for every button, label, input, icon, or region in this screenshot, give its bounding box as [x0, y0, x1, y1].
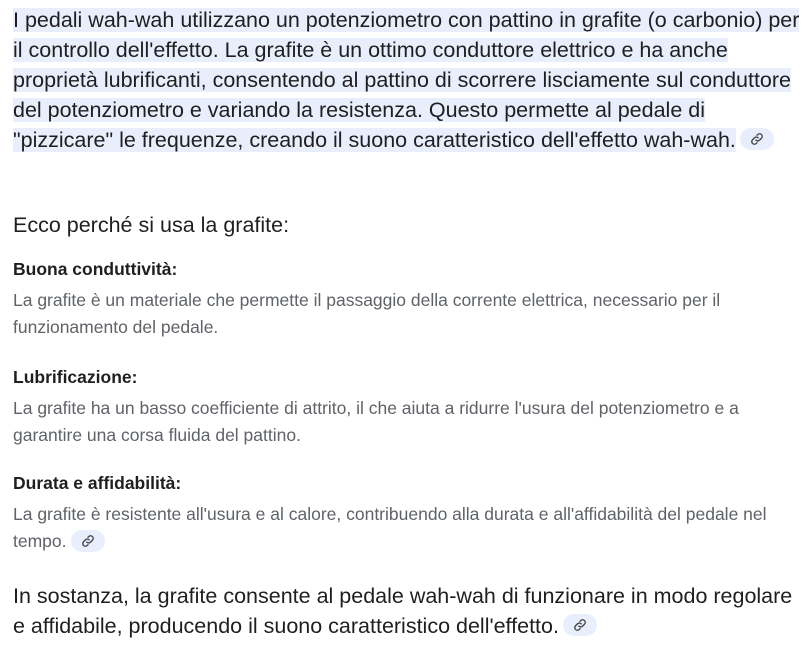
section-title: Durata e affidabilità:: [13, 473, 182, 493]
section-lubrication: [13, 365, 801, 449]
link-icon: [573, 618, 587, 632]
source-link-chip[interactable]: [71, 530, 105, 552]
link-icon: [750, 132, 764, 146]
section-title: Lubrificazione:: [13, 367, 138, 387]
response-content: [13, 0, 801, 638]
section-durability: [13, 471, 801, 555]
conclusion-text: In sostanza, la grafite consente al pedale wah-wah di funzionare in modo regolare e affidabile, producendo il suono caratteristico dell'effetto.: [13, 584, 793, 638]
section-body: La grafite ha un basso coefficiente di attrito, il che aiuta a ridurre l'usura del potenziometro e a garantire una corsa fluida del pattino.: [13, 398, 739, 445]
section-conductivity: [13, 257, 801, 341]
link-icon: [81, 534, 95, 548]
conclusion-paragraph: [13, 581, 801, 641]
source-link-chip[interactable]: [740, 128, 774, 150]
intro-paragraph: [13, 0, 801, 155]
source-link-chip[interactable]: [563, 614, 597, 636]
section-body: [13, 501, 801, 555]
section-title: Buona conduttività:: [13, 259, 178, 279]
lead-sentence: Ecco perché si usa la grafite:: [13, 213, 290, 237]
section-body: La grafite è un materiale che permette il passaggio della corrente elettrica, necessario per il funzionamento del pedale.: [13, 290, 721, 337]
section-body-text: La grafite è resistente all'usura e al calore, contribuendo alla durata e all'affidabilità del pedale nel tempo.: [13, 504, 767, 551]
intro-highlighted-text[interactable]: I pedali wah-wah utilizzano un potenziometro con pattino in grafite (o carbonio) per il controllo dell'effetto. La grafite è un ottimo conduttore elettrico e ha anche proprietà lubrificanti, consentendo al pattino di scorrere lisciamente sul conduttore del potenziometro e variando la resistenza. Questo permette al pedale di "pizzicare" le frequenze, creando il suono caratteristico dell'effetto wah-wah.: [13, 8, 800, 152]
